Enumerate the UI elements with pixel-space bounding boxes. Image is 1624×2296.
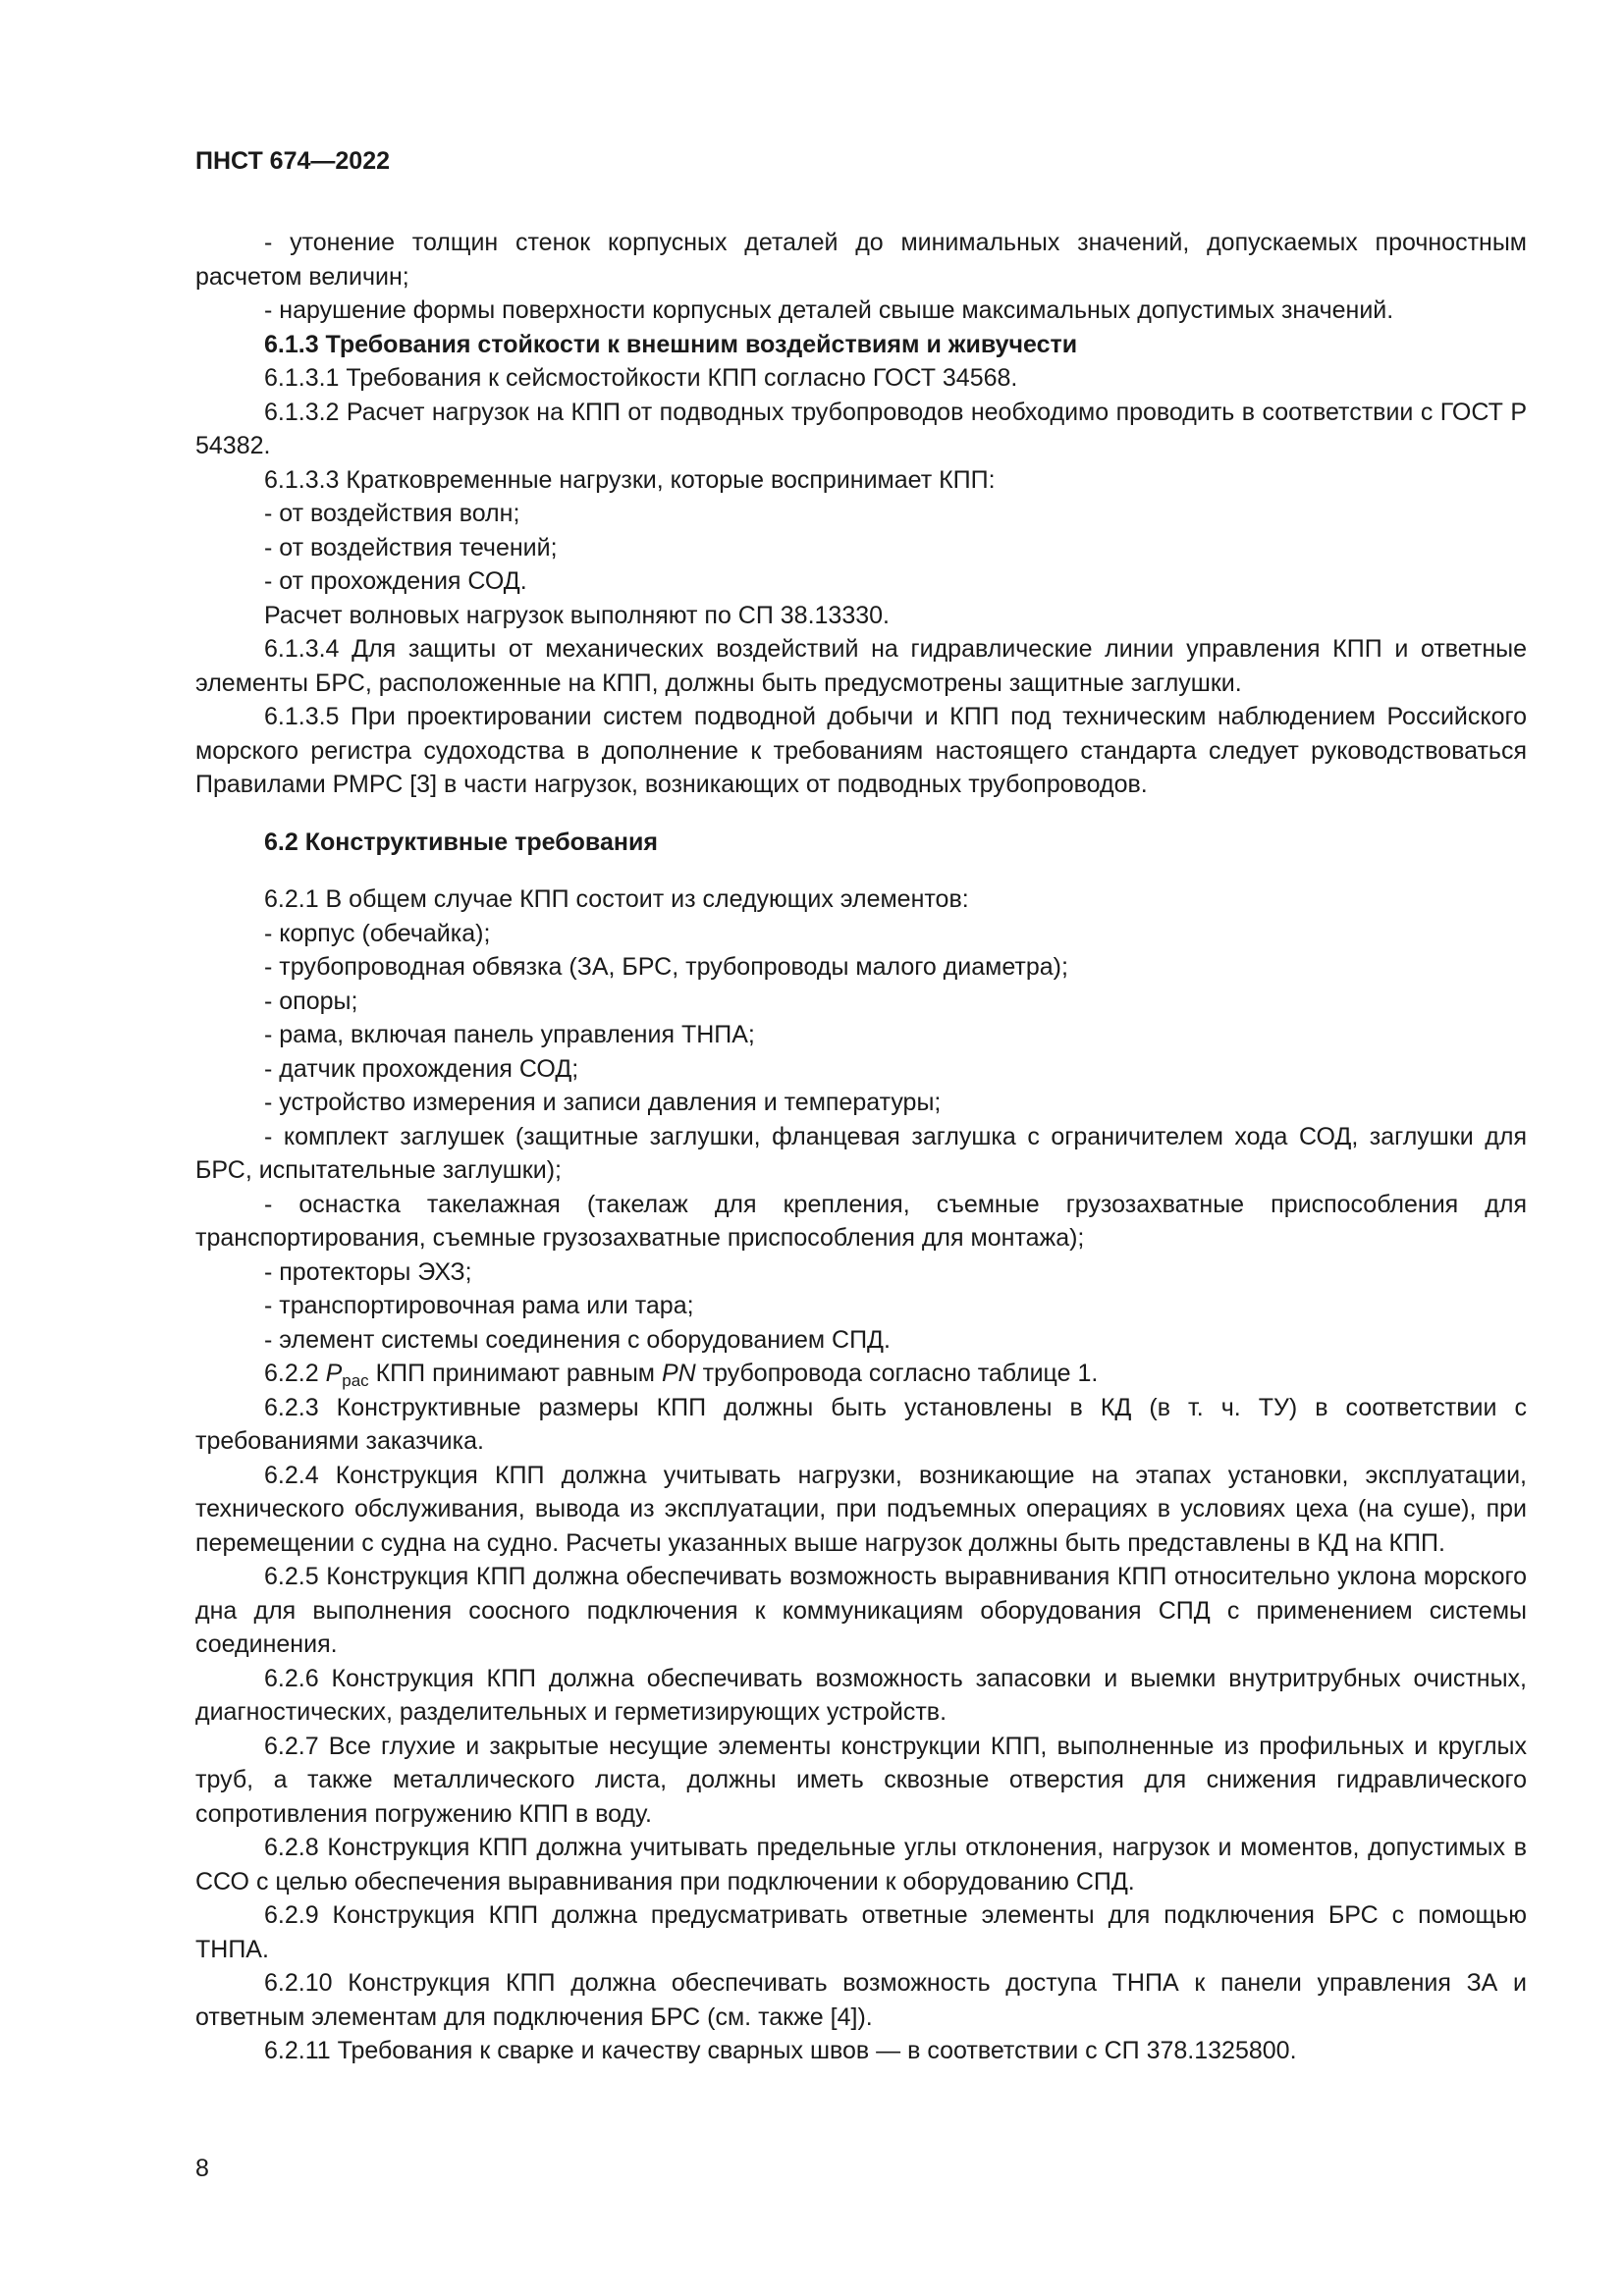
paragraph: 6.2.5 Конструкция КПП должна обеспечивать возможность выравнивания КПП относительно уклона морского дна для выполнения соосного подключения к коммуникациям оборудования СПД с применением системы соединения.	[195, 1563, 1527, 1658]
list-item: - датчик прохождения СОД;	[264, 1054, 579, 1083]
paragraph: 6.1.3.3 Кратковременные нагрузки, которые воспринимает КПП:	[264, 465, 996, 494]
paragraph: 6.2.3 Конструктивные размеры КПП должны быть установлены в КД (в т. ч. ТУ) в соответствии с требованиями заказчика.	[195, 1393, 1527, 1455]
list-item: - от прохождения СОД.	[264, 567, 527, 595]
list-item: - от воздействия течений;	[264, 533, 558, 561]
list-item: - элемент системы соединения с оборудованием СПД.	[264, 1325, 891, 1354]
list-item: - рама, включая панель управления ТНПА;	[264, 1021, 755, 1048]
text-fragment: трубопровода согласно таблице 1.	[695, 1360, 1099, 1387]
paragraph: 6.2.7 Все глухие и закрытые несущие элементы конструкции КПП, выполненные из профильных и круглых труб, а также металлического листа, должны иметь сквозные отверстия для снижения гидравлического сопротивления погружению КПП в воду.	[195, 1732, 1527, 1828]
paragraph: 6.2.4 Конструкция КПП должна учитывать нагрузки, возникающие на этапах установки, эксплуатации, технического обслуживания, вывода из эксплуатации, при подъемных операциях в условиях цеха (на суше), при перемещении с судна на судно. Расчеты указанных выше нагрузок должны быть представлены в КД на КПП.	[195, 1461, 1527, 1557]
list-item: - трубопроводная обвязка (ЗА, БРС, трубопроводы малого диаметра);	[264, 953, 1068, 981]
document-header: ПНСТ 674—2022	[195, 147, 390, 175]
page-number: 8	[195, 2155, 209, 2182]
text-fragment: КПП принимают равным	[368, 1360, 662, 1387]
paragraph: 6.1.3.1 Требования к сейсмостойкости КПП согласно ГОСТ 34568.	[264, 364, 1018, 392]
clause-number: 6.2.2	[264, 1360, 319, 1387]
list-item: - корпус (обечайка);	[264, 919, 491, 947]
paragraph: 6.1.3.2 Расчет нагрузок на КПП от подводных трубопроводов необходимо проводить в соответствии с ГОСТ Р 54382.	[195, 398, 1527, 459]
list-item: - устройство измерения и записи давления и температуры;	[264, 1089, 942, 1116]
paragraph: 6.1.3.5 При проектировании систем подводной добычи и КПП под техническим наблюдением Российского морского регистра судоходства в дополнение к требованиям настоящего стандарта следует руководствоваться Правилами РМРС [3] в части нагрузок, возникающих от подводных трубопроводов.	[195, 703, 1527, 798]
paragraph: 6.2.11 Требования к сварке и качеству сварных швов — в соответствии с СП 378.1325800.	[264, 2037, 1297, 2064]
list-item: - транспортировочная рама или тара;	[264, 1292, 694, 1319]
section-heading-6-2: 6.2 Конструктивные требования	[264, 828, 658, 856]
paragraph: 6.2.6 Конструкция КПП должна обеспечивать возможность запасовки и выемки внутритрубных очистных, диагностических, разделительных и герметизирующих устройств.	[195, 1664, 1527, 1726]
section-heading-6-1-3: 6.1.3 Требования стойкости к внешним воздействиям и живучести	[264, 330, 1078, 358]
paragraph: 6.1.3.4 Для защиты от механических воздействий на гидравлические линии управления КПП и ответные элементы БРС, расположенные на КПП, должны быть предусмотрены защитные заглушки.	[195, 635, 1527, 697]
paragraph: 6.2.9 Конструкция КПП должна предусматривать ответные элементы для подключения БРС с помощью ТНПА.	[195, 1901, 1527, 1963]
symbol-p: P	[325, 1360, 343, 1387]
list-item: - протекторы ЭХЗ;	[264, 1257, 472, 1286]
list-item: - от воздействия волн;	[264, 500, 520, 527]
paragraph: 6.2.10 Конструкция КПП должна обеспечивать возможность доступа ТНПА к панели управления ЗА и ответным элементам для подключения БРС (см. также [4]).	[195, 1969, 1527, 2031]
symbol-pn: PN	[661, 1360, 696, 1387]
list-item: - оснастка такелажная (такелаж для крепления, съемные грузозахватные приспособления для транспортирования, съемные грузозахватные приспособления для монтажа);	[195, 1190, 1527, 1252]
paragraph: - утонение толщин стенок корпусных деталей до минимальных значений, допускаемых прочностным расчетом величин;	[195, 229, 1527, 291]
paragraph: Расчет волновых нагрузок выполняют по СП 38.13330.	[264, 601, 890, 629]
subscript-ras: рас	[342, 1371, 369, 1390]
document-body	[195, 226, 1527, 2068]
list-item: - комплект заглушек (защитные заглушки, фланцевая заглушка с ограничителем хода СОД, заглушки для БРС, испытательные заглушки);	[195, 1122, 1527, 1184]
paragraph: 6.2.1 В общем случае КПП состоит из следующих элементов:	[264, 885, 969, 913]
list-item: - опоры;	[264, 987, 358, 1015]
paragraph: 6.2.8 Конструкция КПП должна учитывать предельные углы отклонения, нагрузок и моментов, допустимых в ССО с целью обеспечения выравнивания при подключении к оборудованию СПД.	[195, 1834, 1527, 1896]
paragraph: - нарушение формы поверхности корпусных деталей свыше максимальных допустимых значений.	[264, 296, 1394, 324]
paragraph-6-2-2	[195, 1357, 1527, 1391]
